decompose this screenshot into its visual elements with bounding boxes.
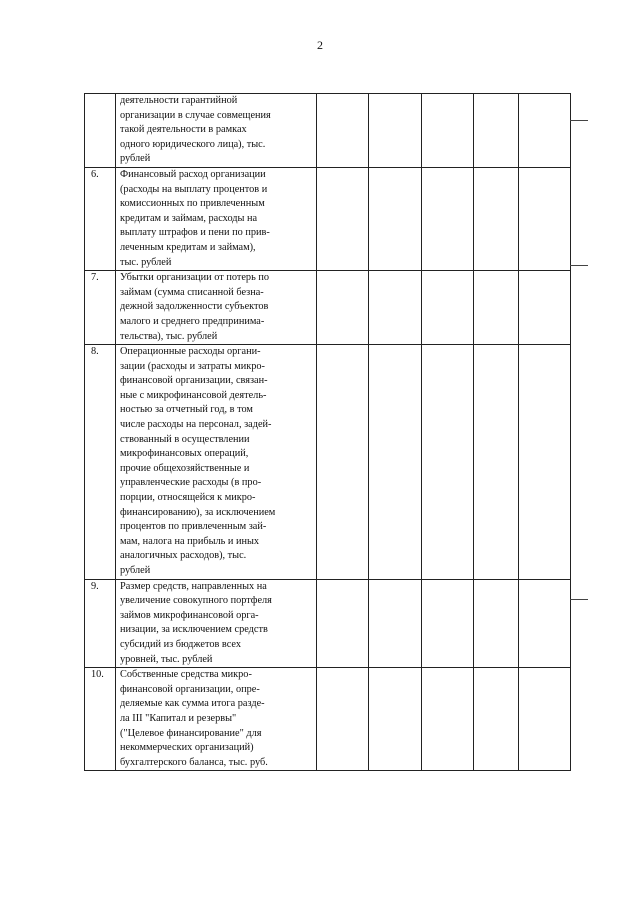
row-description <box>116 345 317 580</box>
description-line: дежной задолженности субъектов <box>120 301 269 313</box>
value-cell <box>369 94 422 168</box>
value-cell <box>317 345 369 580</box>
description-line: ностью за отчетный год, в том <box>120 404 253 416</box>
indicators-table <box>84 93 571 771</box>
value-cell <box>474 167 519 270</box>
description-line: финансовой организации, опре- <box>120 683 260 695</box>
value-cell <box>519 579 571 668</box>
description-line: тельства), тыс. рублей <box>120 330 218 342</box>
description-line: управленческие расходы (в про- <box>120 477 262 489</box>
value-cell <box>317 167 369 270</box>
description-line: зации (расходы и затраты микро- <box>120 360 265 372</box>
description-line: ла III "Капитал и резервы" <box>120 712 237 724</box>
description-line: увеличение совокупного портфеля <box>120 595 272 607</box>
description-line: Размер средств, направленных на <box>120 580 267 592</box>
table-row <box>85 167 571 270</box>
table-row <box>85 668 571 771</box>
value-cell <box>422 167 474 270</box>
description-line: бухгалтерского баланса, тыс. руб. <box>120 756 268 768</box>
description-line: займов микрофинансовой орга- <box>120 609 259 621</box>
value-cell <box>519 94 571 168</box>
description-line: аналогичных расходов), тыс. <box>120 550 247 562</box>
row-number: 10. <box>85 668 116 771</box>
value-cell <box>369 345 422 580</box>
description-line: процентов по привлеченным зай- <box>120 521 267 533</box>
description-line: комиссионных по привлеченным <box>120 198 265 210</box>
table-row <box>85 345 571 580</box>
table-row <box>85 94 571 168</box>
value-cell <box>317 579 369 668</box>
description-line: кредитам и займам, расходы на <box>120 212 258 224</box>
description-line: Собственные средства микро- <box>120 669 252 681</box>
margin-tick <box>570 599 588 600</box>
row-description <box>116 94 317 168</box>
description-line: (расходы на выплату процентов и <box>120 183 268 195</box>
table-row <box>85 271 571 345</box>
table-row <box>85 579 571 668</box>
value-cell <box>474 579 519 668</box>
description-line: выплату штрафов и пени по прив- <box>120 227 270 239</box>
value-cell <box>519 271 571 345</box>
value-cell <box>369 668 422 771</box>
value-cell <box>422 94 474 168</box>
value-cell <box>317 271 369 345</box>
row-description <box>116 167 317 270</box>
description-line: малого и среднего предпринима- <box>120 315 265 327</box>
description-line: леченным кредитам и займам), <box>120 241 256 253</box>
value-cell <box>369 271 422 345</box>
value-cell <box>317 668 369 771</box>
description-line: порции, относящейся к микро- <box>120 492 256 504</box>
description-line: тыс. рублей <box>120 256 172 268</box>
value-cell <box>422 345 474 580</box>
description-line: Убытки организации от потерь по <box>120 272 269 284</box>
description-line: рублей <box>120 153 151 165</box>
margin-tick <box>570 120 588 121</box>
page-number: 2 <box>317 38 323 52</box>
description-line: Операционные расходы органи- <box>120 346 261 358</box>
table-body <box>85 94 571 771</box>
value-cell <box>474 94 519 168</box>
description-line: финансированию), за исключением <box>120 506 276 518</box>
description-line: финансовой организации, связан- <box>120 375 268 387</box>
value-cell <box>317 94 369 168</box>
description-line: деляемые как сумма итога разде- <box>120 698 265 710</box>
value-cell <box>474 668 519 771</box>
description-line: такой деятельности в рамках <box>120 124 247 136</box>
description-line: субсидий из бюджетов всех <box>120 638 241 650</box>
description-line: микрофинансовых операций, <box>120 448 249 460</box>
description-line: Финансовый расход организации <box>120 168 266 180</box>
description-line: рублей <box>120 565 151 576</box>
value-cell <box>422 668 474 771</box>
value-cell <box>369 167 422 270</box>
row-number: 8. <box>85 345 116 580</box>
value-cell <box>519 345 571 580</box>
row-description <box>116 271 317 345</box>
description-line: ствованный в осуществлении <box>120 433 250 445</box>
description-line: ("Целевое финансирование" для <box>120 727 262 739</box>
description-line: прочие общехозяйственные и <box>120 462 250 474</box>
value-cell <box>474 345 519 580</box>
row-number: 6. <box>85 167 116 270</box>
description-line: низации, за исключением средств <box>120 624 268 636</box>
value-cell <box>369 579 422 668</box>
description-line: организации в случае совмещения <box>120 109 271 121</box>
row-description <box>116 579 317 668</box>
description-line: деятельности гарантийной <box>120 95 238 106</box>
description-line: одного юридического лица), тыс. <box>120 138 266 150</box>
description-line: числе расходы на персонал, задей- <box>120 419 272 431</box>
description-line: уровней, тыс. рублей <box>120 653 213 665</box>
description-line: мам, налога на прибыль и иных <box>120 535 260 547</box>
value-cell <box>519 668 571 771</box>
row-number <box>85 94 116 168</box>
description-line: некоммерческих организаций) <box>120 742 254 754</box>
value-cell <box>519 167 571 270</box>
description-line: ные с микрофинансовой деятель- <box>120 389 267 401</box>
row-number: 9. <box>85 579 116 668</box>
margin-tick <box>570 265 588 266</box>
row-description <box>116 668 317 771</box>
value-cell <box>422 271 474 345</box>
value-cell <box>422 579 474 668</box>
row-number: 7. <box>85 271 116 345</box>
value-cell <box>474 271 519 345</box>
description-line: займам (сумма списанной безна- <box>120 286 264 298</box>
